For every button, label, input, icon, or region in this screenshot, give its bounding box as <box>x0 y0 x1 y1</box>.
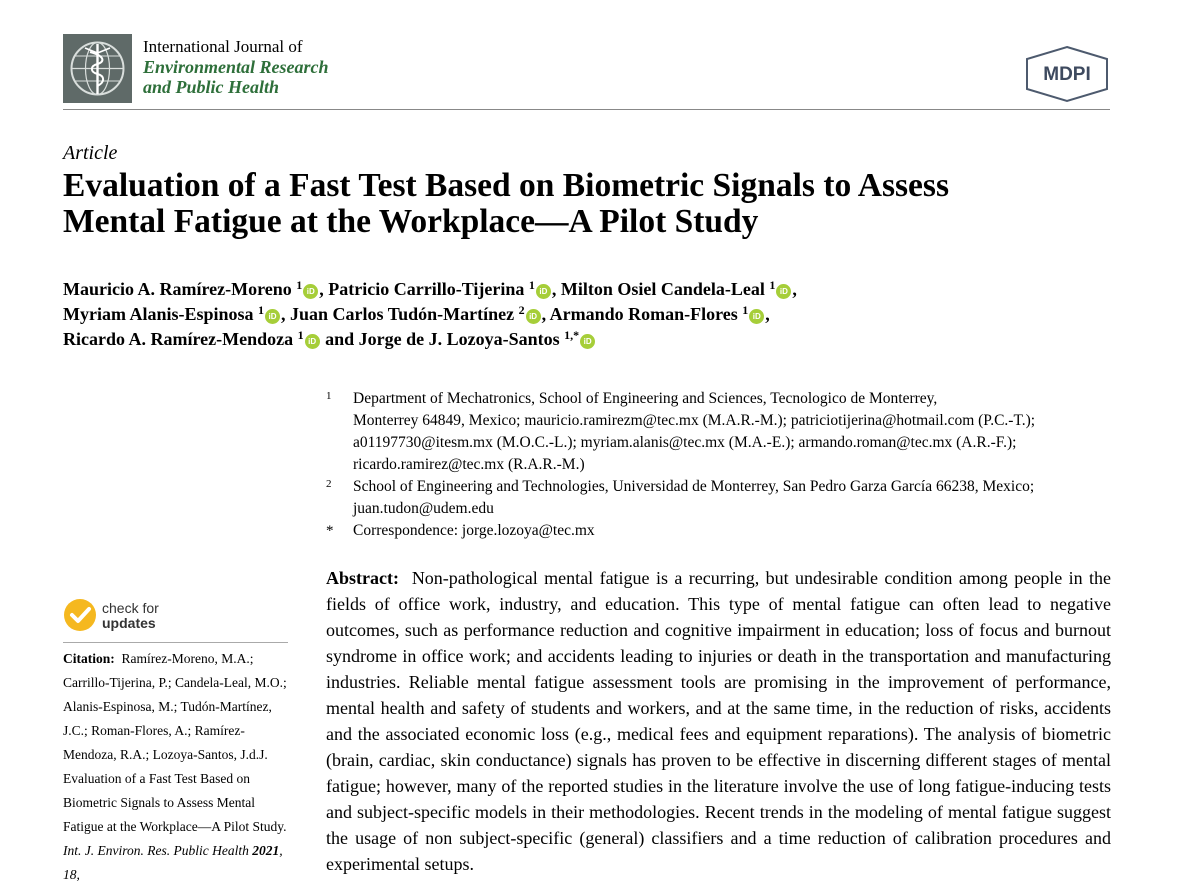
author-affiliation: 1 <box>528 278 535 292</box>
check-for-updates-badge[interactable] <box>63 598 183 632</box>
journal-name-line2: Environmental Research <box>143 57 329 77</box>
author-affiliation: 1 <box>296 278 303 292</box>
author-name[interactable]: Milton Osiel Candela-Leal <box>560 279 765 299</box>
author-affiliation: 1 <box>769 278 776 292</box>
author-affiliation: 1 <box>742 303 749 317</box>
header-rule <box>63 109 1110 110</box>
author-affiliation: 1,* <box>564 328 580 342</box>
affiliation-item: 2 School of Engineering and Technologies, Universidad de Monterrey, San Pedro Garza García 66238, Mexico; juan.tudon@udem.edu <box>326 476 1116 520</box>
citation-volume: , 18, <box>63 843 283 882</box>
mdpi-logo <box>1024 45 1110 103</box>
mdpi-logo-text: MDPI <box>1043 64 1091 85</box>
affiliation-item: 1 Department of Mechatronics, School of Engineering and Sciences, Tecnologico de Monterrey, Monterrey 64849, Mexico; mauricio.ramirezm@tec.mx (M.A.R.-M.); patriciotijerina@hotmail.com (P.C.-T.); a01197730@itesm.mx (M.O.C.-L.); myriam.alanis@tec.mx (M.A.-E.); armando.roman@tec.mx (A.R.-F.); ricardo.ramirez@tec.mx (R.A.R.-M.) <box>326 388 1116 476</box>
citation-label: Citation: <box>63 651 115 666</box>
author-name[interactable]: Juan Carlos Tudón-Martínez <box>290 304 515 324</box>
journal-name-line3: and Public Health <box>143 77 280 97</box>
article-title <box>63 168 1123 240</box>
check-updates-icon <box>63 598 97 632</box>
author-name[interactable]: Myriam Alanis-Espinosa <box>63 304 254 324</box>
article-title-line2: Mental Fatigue at the Workplace—A Pilot Study <box>63 203 759 240</box>
sidebar-rule <box>63 642 288 643</box>
affiliation-mark: 2 <box>326 478 332 490</box>
affiliations <box>326 388 1116 542</box>
orcid-icon[interactable]: iD <box>305 334 320 349</box>
correspondence: * Correspondence: jorge.lozoya@tec.mx <box>326 520 1116 542</box>
affiliation-mark: * <box>326 523 334 539</box>
author-name[interactable]: Mauricio A. Ramírez-Moreno <box>63 279 292 299</box>
article-type: Article <box>63 142 118 164</box>
citation-year: 2021 <box>252 843 280 858</box>
author-name[interactable]: Jorge de J. Lozoya-Santos <box>358 329 560 349</box>
orcid-icon[interactable]: iD <box>776 284 791 299</box>
citation-journal: Int. J. Environ. Res. Public Health <box>63 843 249 858</box>
orcid-icon[interactable]: iD <box>580 334 595 349</box>
author-name[interactable]: Ricardo A. Ramírez-Mendoza <box>63 329 294 349</box>
journal-logo <box>63 34 132 103</box>
author-name[interactable]: Patricio Carrillo-Tijerina <box>328 279 525 299</box>
article-title-line1: Evaluation of a Fast Test Based on Biometric Signals to Assess <box>63 167 949 204</box>
journal-name-line1: International Journal of <box>143 37 303 56</box>
check-updates-text: check for updates <box>102 600 159 631</box>
author-list: Mauricio A. Ramírez-Moreno $^1$ iD , Patricio Carrillo-Tijerina $^1$ iD , Milton Osiel Candela-Leal $^1$ iD , Myriam Alanis-Espinosa $^1$ iD , Juan Carlos Tudón-Martínez $^2$ iD , Armando Roman-Flores $^1$ iD , Ricardo A. Ramírez-Mendoza $^1$ iD and Jorge de J. Lozoya-Santos $^{1,*}$ iD <box>63 278 797 349</box>
orcid-icon[interactable]: iD <box>536 284 551 299</box>
citation <box>63 647 298 887</box>
author-name[interactable]: Armando Roman-Flores <box>549 304 738 324</box>
journal-name <box>143 37 329 97</box>
author-affiliation: 2 <box>518 303 525 317</box>
author-affiliation: 1 <box>258 303 265 317</box>
author-affiliation: 1 <box>297 328 304 342</box>
abstract-text: Non-pathological mental fatigue is a recurring, but undesirable condition among people in the fields of office work, industry, and education. This type of mental fatigue can often lead to negative outcomes, such as performance reduction and cognitive impairment in education; loss of focus and burnout syndrome in office work; and accidents leading to injuries or death in the transportation and manufacturing industries. Reliable mental fatigue assessment tools are promising in the improvement of performance, mental health and safety of students and workers, and at the same time, in the reduction of risks, accidents and the associated economic loss (e.g., medical fees and equipment reparations). The analysis of biometric (brain, cardiac, skin conductance) signals has proven to be effective in discerning different stages of mental fatigue; however, many of the reported studies in the literature involve the use of long fatigue-inducing tests and subject-specific models in their methodologies. Recent trends in the modeling of mental fatigue suggest the usage of non subject-specific (general) classifiers and a time reduction of calibration procedures and experimental setups. <box>326 568 1112 874</box>
orcid-icon[interactable]: iD <box>526 309 541 324</box>
orcid-icon[interactable]: iD <box>749 309 764 324</box>
citation-text: Ramírez-Moreno, M.A.; Carrillo-Tijerina, P.; Candela-Leal, M.O.; Alanis-Espinosa, M.; Tudón-Martínez, J.C.; Roman-Flores, A.; Ramírez-Mendoza, R.A.; Lozoya-Santos, J.d.J. Evaluation of a Fast Test Based on Biometric Signals to Assess Mental Fatigue at the Workplace—A Pilot Study. <box>63 651 287 834</box>
orcid-icon[interactable]: iD <box>265 309 280 324</box>
abstract <box>326 565 1111 877</box>
affiliation-mark: 1 <box>326 390 332 402</box>
abstract-label: Abstract: <box>326 568 399 588</box>
orcid-icon[interactable]: iD <box>303 284 318 299</box>
